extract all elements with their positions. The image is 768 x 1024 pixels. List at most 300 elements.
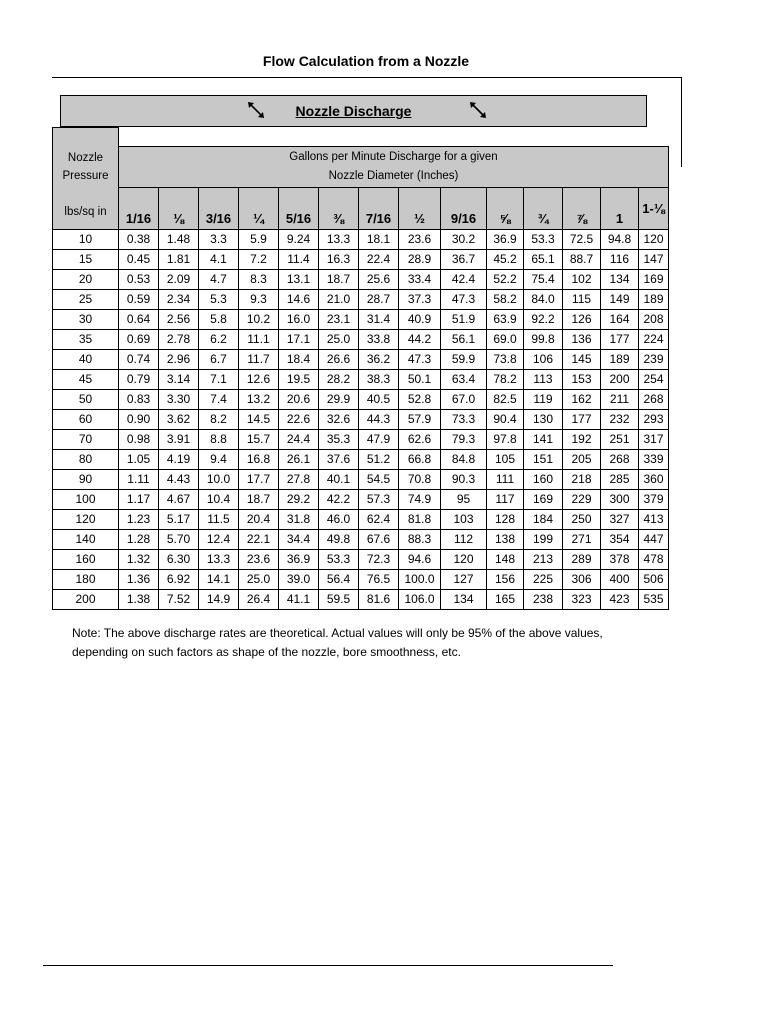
discharge-cell: 11.4 [279, 249, 319, 269]
discharge-cell: 30.2 [441, 229, 487, 249]
discharge-cell: 11.1 [239, 329, 279, 349]
discharge-cell: 239 [639, 349, 669, 369]
discharge-cell: 37.6 [319, 449, 359, 469]
discharge-cell: 16.0 [279, 309, 319, 329]
table-row [53, 449, 669, 469]
discharge-cell: 0.83 [119, 389, 159, 409]
discharge-cell: 136 [563, 329, 601, 349]
discharge-cell: 2.09 [159, 269, 199, 289]
discharge-cell: 44.2 [399, 329, 441, 349]
discharge-cell: 51.2 [359, 449, 399, 469]
discharge-cell: 97.8 [487, 429, 524, 449]
discharge-cell: 25.0 [319, 329, 359, 349]
pressure-cell: 180 [53, 569, 119, 589]
discharge-cell: 52.2 [487, 269, 524, 289]
discharge-cell: 10.0 [199, 469, 239, 489]
frame-top-rule [52, 77, 682, 78]
discharge-cell: 232 [601, 409, 639, 429]
discharge-cell: 162 [563, 389, 601, 409]
discharge-cell: 127 [441, 569, 487, 589]
discharge-cell: 52.8 [399, 389, 441, 409]
discharge-cell: 75.4 [524, 269, 563, 289]
discharge-cell: 4.1 [199, 249, 239, 269]
discharge-cell: 300 [601, 489, 639, 509]
discharge-cell: 1.32 [119, 549, 159, 569]
discharge-cell: 37.3 [399, 289, 441, 309]
discharge-cell: 14.1 [199, 569, 239, 589]
discharge-cell: 7.1 [199, 369, 239, 389]
discharge-cell: 90.3 [441, 469, 487, 489]
discharge-cell: 1.23 [119, 509, 159, 529]
table-row [53, 269, 669, 289]
discharge-cell: 289 [563, 549, 601, 569]
discharge-cell: 327 [601, 509, 639, 529]
discharge-cell: 100.0 [399, 569, 441, 589]
diameter-header-cell: ¼ [239, 187, 279, 229]
discharge-cell: 293 [639, 409, 669, 429]
document-title: Flow Calculation from a Nozzle [262, 53, 470, 69]
discharge-cell: 72.3 [359, 549, 399, 569]
discharge-cell: 10.2 [239, 309, 279, 329]
discharge-cell: 18.4 [279, 349, 319, 369]
discharge-cell: 13.3 [319, 229, 359, 249]
discharge-cell: 27.8 [279, 469, 319, 489]
discharge-cell: 59.5 [319, 589, 359, 609]
discharge-cell: 18.7 [239, 489, 279, 509]
discharge-cell: 14.9 [199, 589, 239, 609]
discharge-cell: 126 [563, 309, 601, 329]
discharge-cell: 105 [487, 449, 524, 469]
discharge-cell: 29.2 [279, 489, 319, 509]
pressure-cell: 15 [53, 249, 119, 269]
pressure-header-line1: Nozzle [67, 152, 104, 164]
discharge-cell: 148 [487, 549, 524, 569]
discharge-cell: 25.0 [239, 569, 279, 589]
discharge-cell: 506 [639, 569, 669, 589]
discharge-cell: 42.4 [441, 269, 487, 289]
discharge-cell: 306 [563, 569, 601, 589]
discharge-cell: 69.0 [487, 329, 524, 349]
discharge-cell: 13.2 [239, 389, 279, 409]
pressure-cell: 200 [53, 589, 119, 609]
discharge-cell: 102 [563, 269, 601, 289]
pressure-cell: 20 [53, 269, 119, 289]
pressure-cell: 40 [53, 349, 119, 369]
discharge-cell: 22.6 [279, 409, 319, 429]
discharge-cell: 1.48 [159, 229, 199, 249]
discharge-cell: 84.0 [524, 289, 563, 309]
discharge-cell: 17.7 [239, 469, 279, 489]
pressure-cell: 90 [53, 469, 119, 489]
pressure-cell: 30 [53, 309, 119, 329]
discharge-cell: 22.4 [359, 249, 399, 269]
discharge-cell: 28.9 [399, 249, 441, 269]
pressure-cell: 140 [53, 529, 119, 549]
discharge-cell: 115 [563, 289, 601, 309]
discharge-cell: 447 [639, 529, 669, 549]
discharge-cell: 2.56 [159, 309, 199, 329]
discharge-cell: 9.4 [199, 449, 239, 469]
discharge-cell: 39.0 [279, 569, 319, 589]
discharge-cell: 74.9 [399, 489, 441, 509]
discharge-cell: 1.05 [119, 449, 159, 469]
discharge-cell: 254 [639, 369, 669, 389]
discharge-cell: 413 [639, 509, 669, 529]
diameter-header-row [53, 187, 669, 229]
note-line1: Note: The above discharge rates are theoretical. Actual values will only be 95% of the above values, [72, 626, 603, 640]
discharge-cell: 36.9 [279, 549, 319, 569]
diameter-header-cell: 1 [601, 187, 639, 229]
discharge-cell: 14.6 [279, 289, 319, 309]
discharge-cell: 0.74 [119, 349, 159, 369]
diameter-header-cell: ⅜ [319, 187, 359, 229]
discharge-cell: 21.0 [319, 289, 359, 309]
pressure-column-header [53, 128, 119, 230]
discharge-cell: 88.7 [563, 249, 601, 269]
discharge-cell: 56.4 [319, 569, 359, 589]
pressure-cell: 45 [53, 369, 119, 389]
discharge-cell: 92.2 [524, 309, 563, 329]
discharge-cell: 271 [563, 529, 601, 549]
discharge-cell: 94.8 [601, 229, 639, 249]
discharge-cell: 53.3 [319, 549, 359, 569]
discharge-cell: 73.8 [487, 349, 524, 369]
discharge-cell: 112 [441, 529, 487, 549]
discharge-cell: 42.2 [319, 489, 359, 509]
discharge-cell: 79.3 [441, 429, 487, 449]
discharge-cell: 2.78 [159, 329, 199, 349]
discharge-cell: 360 [639, 469, 669, 489]
discharge-cell: 31.8 [279, 509, 319, 529]
discharge-cell: 63.4 [441, 369, 487, 389]
discharge-cell: 225 [524, 569, 563, 589]
discharge-cell: 323 [563, 589, 601, 609]
discharge-cell: 56.1 [441, 329, 487, 349]
discharge-cell: 211 [601, 389, 639, 409]
discharge-cell: 4.7 [199, 269, 239, 289]
discharge-cell: 0.53 [119, 269, 159, 289]
discharge-cell: 1.28 [119, 529, 159, 549]
discharge-cell: 67.0 [441, 389, 487, 409]
discharge-cell: 10.4 [199, 489, 239, 509]
table-row [53, 589, 669, 609]
discharge-cell: 169 [524, 489, 563, 509]
discharge-cell: 47.3 [441, 289, 487, 309]
discharge-cell: 34.4 [279, 529, 319, 549]
discharge-cell: 339 [639, 449, 669, 469]
discharge-cell: 199 [524, 529, 563, 549]
discharge-cell: 7.4 [199, 389, 239, 409]
discharge-cell: 20.6 [279, 389, 319, 409]
discharge-cell: 59.9 [441, 349, 487, 369]
discharge-cell: 147 [639, 249, 669, 269]
discharge-cell: 268 [639, 389, 669, 409]
discharge-cell: 1.17 [119, 489, 159, 509]
discharge-cell: 0.64 [119, 309, 159, 329]
discharge-cell: 250 [563, 509, 601, 529]
discharge-cell: 0.59 [119, 289, 159, 309]
gpm-header-line2: Nozzle Diameter (Inches) [328, 169, 459, 182]
discharge-cell: 3.30 [159, 389, 199, 409]
discharge-cell: 177 [563, 409, 601, 429]
discharge-cell: 62.4 [359, 509, 399, 529]
discharge-cell: 130 [524, 409, 563, 429]
discharge-cell: 3.14 [159, 369, 199, 389]
pressure-cell: 160 [53, 549, 119, 569]
discharge-cell: 184 [524, 509, 563, 529]
discharge-cell: 6.30 [159, 549, 199, 569]
pressure-cell: 35 [53, 329, 119, 349]
discharge-cell: 268 [601, 449, 639, 469]
discharge-cell: 165 [487, 589, 524, 609]
discharge-cell: 285 [601, 469, 639, 489]
pressure-cell: 120 [53, 509, 119, 529]
pressure-cell: 25 [53, 289, 119, 309]
discharge-cell: 17.1 [279, 329, 319, 349]
table-row [53, 369, 669, 389]
discharge-cell: 88.3 [399, 529, 441, 549]
discharge-cell: 11.5 [199, 509, 239, 529]
pressure-cell: 60 [53, 409, 119, 429]
discharge-cell: 120 [639, 229, 669, 249]
discharge-cell: 28.2 [319, 369, 359, 389]
discharge-cell: 29.9 [319, 389, 359, 409]
pressure-cell: 80 [53, 449, 119, 469]
discharge-cell: 117 [487, 489, 524, 509]
discharge-cell: 224 [639, 329, 669, 349]
discharge-cell: 63.9 [487, 309, 524, 329]
discharge-cell: 3.62 [159, 409, 199, 429]
discharge-cell: 0.79 [119, 369, 159, 389]
discharge-cell: 189 [639, 289, 669, 309]
diameter-header-cell: 3/16 [199, 187, 239, 229]
discharge-cell: 81.6 [359, 589, 399, 609]
discharge-table-body [53, 229, 669, 609]
discharge-cell: 0.45 [119, 249, 159, 269]
diameter-header-cell: 7/16 [359, 187, 399, 229]
discharge-cell: 51.9 [441, 309, 487, 329]
table-row [53, 309, 669, 329]
table-row [53, 229, 669, 249]
discharge-cell: 90.4 [487, 409, 524, 429]
diameter-header-cell: 1-⅛ [639, 187, 669, 229]
discharge-cell: 47.3 [399, 349, 441, 369]
discharge-cell: 44.3 [359, 409, 399, 429]
table-row [53, 569, 669, 589]
table-row [53, 249, 669, 269]
table-row [53, 529, 669, 549]
discharge-cell: 7.2 [239, 249, 279, 269]
discharge-cell: 478 [639, 549, 669, 569]
discharge-cell: 16.8 [239, 449, 279, 469]
discharge-cell: 151 [524, 449, 563, 469]
discharge-cell: 12.4 [199, 529, 239, 549]
discharge-cell: 317 [639, 429, 669, 449]
discharge-cell: 3.91 [159, 429, 199, 449]
discharge-cell: 5.17 [159, 509, 199, 529]
discharge-cell: 45.2 [487, 249, 524, 269]
discharge-cell: 535 [639, 589, 669, 609]
diameter-header-cell: 1/16 [119, 187, 159, 229]
diameter-header-cell: 5/16 [279, 187, 319, 229]
discharge-cell: 13.3 [199, 549, 239, 569]
discharge-cell: 28.7 [359, 289, 399, 309]
table-row [53, 429, 669, 449]
discharge-cell: 36.2 [359, 349, 399, 369]
discharge-cell: 23.1 [319, 309, 359, 329]
diameter-header-cell: ⅞ [563, 187, 601, 229]
discharge-cell: 141 [524, 429, 563, 449]
discharge-cell: 6.2 [199, 329, 239, 349]
discharge-cell: 128 [487, 509, 524, 529]
discharge-cell: 81.8 [399, 509, 441, 529]
discharge-cell: 134 [601, 269, 639, 289]
discharge-cell: 33.4 [399, 269, 441, 289]
discharge-cell: 78.2 [487, 369, 524, 389]
table-row [53, 409, 669, 429]
discharge-cell: 26.1 [279, 449, 319, 469]
discharge-cell: 379 [639, 489, 669, 509]
discharge-cell: 16.3 [319, 249, 359, 269]
discharge-cell: 50.1 [399, 369, 441, 389]
discharge-cell: 0.90 [119, 409, 159, 429]
discharge-cell: 95 [441, 489, 487, 509]
discharge-cell: 8.2 [199, 409, 239, 429]
discharge-cell: 138 [487, 529, 524, 549]
diameter-header-cell: ⅛ [159, 187, 199, 229]
discharge-cell: 0.98 [119, 429, 159, 449]
discharge-cell: 213 [524, 549, 563, 569]
discharge-cell: 8.3 [239, 269, 279, 289]
header-gap [119, 128, 669, 147]
discharge-cell: 5.70 [159, 529, 199, 549]
note-line2: depending on such factors as shape of the nozzle, bore smoothness, etc. [72, 645, 461, 659]
discharge-cell: 47.9 [359, 429, 399, 449]
pressure-header-units: lbs/sq in [64, 206, 107, 218]
discharge-cell: 0.38 [119, 229, 159, 249]
discharge-cell: 67.6 [359, 529, 399, 549]
discharge-cell: 149 [601, 289, 639, 309]
discharge-cell: 205 [563, 449, 601, 469]
discharge-cell: 423 [601, 589, 639, 609]
discharge-cell: 35.3 [319, 429, 359, 449]
discharge-cell: 9.3 [239, 289, 279, 309]
discharge-cell: 134 [441, 589, 487, 609]
gpm-header [119, 146, 669, 187]
discharge-cell: 400 [601, 569, 639, 589]
discharge-cell: 238 [524, 589, 563, 609]
discharge-cell: 23.6 [239, 549, 279, 569]
pressure-header-line2: Pressure [62, 170, 109, 182]
diameter-header-cell: ¾ [524, 187, 563, 229]
nozzle-discharge-banner [60, 95, 647, 127]
discharge-table [52, 127, 669, 610]
discharge-cell: 229 [563, 489, 601, 509]
discharge-cell: 49.8 [319, 529, 359, 549]
discharge-cell: 4.67 [159, 489, 199, 509]
pressure-cell: 70 [53, 429, 119, 449]
discharge-cell: 1.38 [119, 589, 159, 609]
discharge-cell: 33.8 [359, 329, 399, 349]
discharge-cell: 113 [524, 369, 563, 389]
discharge-cell: 94.6 [399, 549, 441, 569]
discharge-cell: 153 [563, 369, 601, 389]
discharge-cell: 40.1 [319, 469, 359, 489]
discharge-cell: 76.5 [359, 569, 399, 589]
discharge-cell: 73.3 [441, 409, 487, 429]
discharge-cell: 18.1 [359, 229, 399, 249]
discharge-cell: 2.34 [159, 289, 199, 309]
discharge-cell: 5.9 [239, 229, 279, 249]
discharge-cell: 354 [601, 529, 639, 549]
discharge-cell: 18.7 [319, 269, 359, 289]
discharge-cell: 12.6 [239, 369, 279, 389]
table-row [53, 329, 669, 349]
discharge-cell: 22.1 [239, 529, 279, 549]
discharge-cell: 160 [524, 469, 563, 489]
discharge-cell: 38.3 [359, 369, 399, 389]
discharge-cell: 120 [441, 549, 487, 569]
note-text [72, 624, 692, 662]
pressure-cell: 10 [53, 229, 119, 249]
table-row [53, 549, 669, 569]
discharge-cell: 82.5 [487, 389, 524, 409]
discharge-cell: 164 [601, 309, 639, 329]
discharge-cell: 15.7 [239, 429, 279, 449]
discharge-cell: 84.8 [441, 449, 487, 469]
discharge-cell: 72.5 [563, 229, 601, 249]
diameter-header-cell: ⅝ [487, 187, 524, 229]
discharge-cell: 25.6 [359, 269, 399, 289]
discharge-cell: 31.4 [359, 309, 399, 329]
discharge-cell: 111 [487, 469, 524, 489]
diagonal-double-arrow-icon [469, 101, 487, 119]
banner-title: Nozzle Discharge [295, 103, 412, 119]
discharge-cell: 4.19 [159, 449, 199, 469]
discharge-cell: 7.52 [159, 589, 199, 609]
discharge-cell: 1.81 [159, 249, 199, 269]
discharge-cell: 57.3 [359, 489, 399, 509]
table-row [53, 469, 669, 489]
discharge-cell: 65.1 [524, 249, 563, 269]
discharge-cell: 177 [601, 329, 639, 349]
discharge-cell: 1.11 [119, 469, 159, 489]
discharge-cell: 6.7 [199, 349, 239, 369]
gpm-header-line1: Gallons per Minute Discharge for a given [289, 150, 498, 163]
discharge-cell: 54.5 [359, 469, 399, 489]
discharge-cell: 32.6 [319, 409, 359, 429]
discharge-cell: 41.1 [279, 589, 319, 609]
discharge-cell: 378 [601, 549, 639, 569]
discharge-cell: 119 [524, 389, 563, 409]
discharge-cell: 70.8 [399, 469, 441, 489]
discharge-cell: 58.2 [487, 289, 524, 309]
discharge-cell: 24.4 [279, 429, 319, 449]
discharge-cell: 11.7 [239, 349, 279, 369]
discharge-cell: 208 [639, 309, 669, 329]
discharge-cell: 192 [563, 429, 601, 449]
bottom-rule [43, 965, 613, 966]
discharge-cell: 189 [601, 349, 639, 369]
discharge-cell: 2.96 [159, 349, 199, 369]
discharge-cell: 62.6 [399, 429, 441, 449]
discharge-cell: 145 [563, 349, 601, 369]
diameter-header-cell: ½ [399, 187, 441, 229]
discharge-cell: 13.1 [279, 269, 319, 289]
discharge-cell: 20.4 [239, 509, 279, 529]
discharge-cell: 40.9 [399, 309, 441, 329]
discharge-cell: 106.0 [399, 589, 441, 609]
